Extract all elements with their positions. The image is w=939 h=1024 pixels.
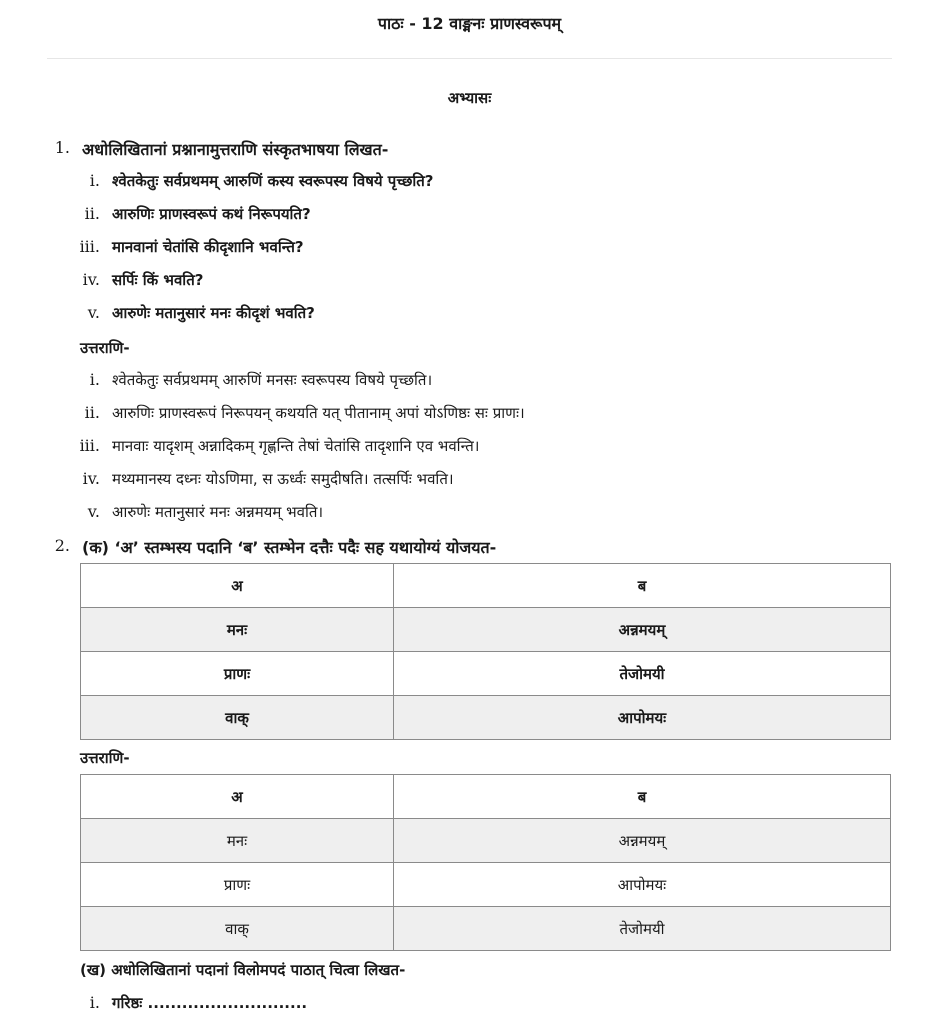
cell-b: आपोमयः xyxy=(394,863,891,907)
table-row xyxy=(81,907,891,951)
question-text: सर्पिः किं भवति? xyxy=(112,271,204,289)
roman-numeral: iii. xyxy=(79,436,100,455)
cell-a: प्राणः xyxy=(81,863,394,907)
match-table-answer xyxy=(80,774,891,951)
cell-b: तेजोमयी xyxy=(394,652,891,696)
cell-a: वाक् xyxy=(81,696,394,740)
cell-a: मनः xyxy=(81,819,394,863)
part-b-prompt: (ख) अधोलिखितानां पदानां विलोमपदं पाठात् चित्वा लिखत- xyxy=(80,961,406,979)
roman-numeral: iv. xyxy=(82,270,100,289)
answer-text: आरुणेः मतानुसारं मनः अन्नमयम् भवति। xyxy=(112,503,324,521)
question-text: आरुणेः मतानुसारं मनः कीदृशं भवति? xyxy=(112,304,315,322)
part-b-text: गरिष्ठः ............................ xyxy=(112,994,308,1012)
question-text: मानवानां चेतांसि कीदृशानि भवन्ति? xyxy=(112,238,304,256)
roman-numeral: v. xyxy=(87,303,100,322)
answer-text: आरुणिः प्राणस्वरूपं निरूपयन् कथयति यत् पीतानाम् अपां योऽणिष्ठः सः प्राणः। xyxy=(112,404,525,422)
roman-numeral: i. xyxy=(89,993,100,1012)
table-row xyxy=(81,652,891,696)
question-prompt: अधोलिखितानां प्रश्नानामुत्तराणि संस्कृतभाषया लिखत- xyxy=(82,140,389,159)
question-prompt: (क) ‘अ’ स्तम्भस्य पदानि ‘ब’ स्तम्भेन दत्तैः पदैः सह यथायोग्यं योजयत- xyxy=(82,538,497,557)
question-text: श्वेतकेतुः सर्वप्रथमम् आरुणिं कस्य स्वरूपस्य विषये पृच्छति? xyxy=(112,172,434,190)
question-number: 1. xyxy=(54,138,70,157)
table-row xyxy=(81,819,891,863)
cell-b: अन्नमयम् xyxy=(394,819,891,863)
table-row xyxy=(81,863,891,907)
table-header-row xyxy=(81,564,891,608)
answer-text: श्वेतकेतुः सर्वप्रथमम् आरुणिं मनसः स्वरूपस्य विषये पृच्छति। xyxy=(112,371,433,389)
column-header-a: अ xyxy=(81,775,394,819)
question-number: 2. xyxy=(54,536,70,555)
cell-b: तेजोमयी xyxy=(394,907,891,951)
cell-a: वाक् xyxy=(81,907,394,951)
cell-b: आपोमयः xyxy=(394,696,891,740)
column-header-b: ब xyxy=(394,775,891,819)
table-header-row xyxy=(81,775,891,819)
roman-numeral: iv. xyxy=(82,469,100,488)
roman-numeral: ii. xyxy=(84,204,100,223)
answers-label: उत्तराणि- xyxy=(80,749,130,767)
divider xyxy=(47,58,892,59)
cell-a: मनः xyxy=(81,608,394,652)
roman-numeral: i. xyxy=(89,370,100,389)
page-title: पाठः - 12 वाङ्मनः प्राणस्वरूपम् xyxy=(377,14,562,33)
table-row xyxy=(81,608,891,652)
roman-numeral: v. xyxy=(87,502,100,521)
cell-a: प्राणः xyxy=(81,652,394,696)
answers-label: उत्तराणि- xyxy=(80,339,130,357)
column-header-b: ब xyxy=(394,564,891,608)
answer-text: मानवाः यादृशम् अन्नादिकम् गृह्णन्ति तेषां चेतांसि तादृशानि एव भवन्ति। xyxy=(112,437,480,455)
question-text: आरुणिः प्राणस्वरूपं कथं निरूपयति? xyxy=(112,205,311,223)
section-title: अभ्यासः xyxy=(447,89,492,107)
roman-numeral: ii. xyxy=(84,403,100,422)
column-header-a: अ xyxy=(81,564,394,608)
roman-numeral: i. xyxy=(89,171,100,190)
roman-numeral: iii. xyxy=(79,237,100,256)
cell-b: अन्नमयम् xyxy=(394,608,891,652)
match-table-question xyxy=(80,563,891,740)
answer-text: मथ्यमानस्य दध्नः योऽणिमा, स ऊर्ध्वः समुदीषति। तत्सर्पिः भवति। xyxy=(112,470,454,488)
table-row xyxy=(81,696,891,740)
